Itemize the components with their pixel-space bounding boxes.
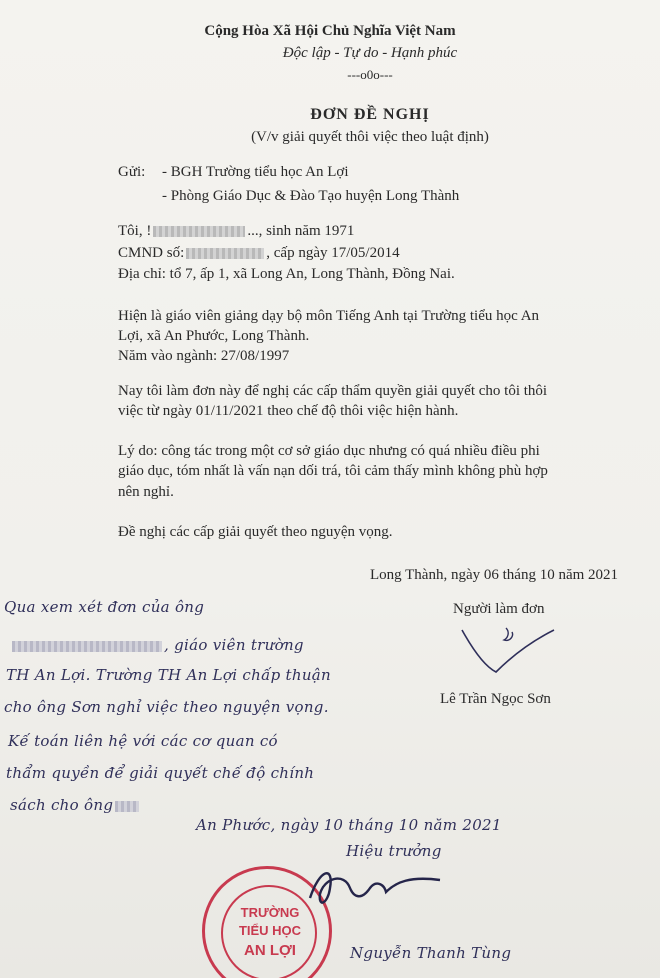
principal-name: Nguyễn Thanh Tùng <box>350 944 512 962</box>
body-p3-line1: Lý do: công tác trong một cơ sở giáo dục nhưng có quá nhiều điều phi <box>118 443 540 459</box>
redacted-id <box>186 248 264 259</box>
body-p4: Đề nghị các cấp giải quyết theo nguyện vọng. <box>118 524 393 540</box>
redacted-name <box>153 226 245 237</box>
name-suffix: ..., sinh năm 1971 <box>247 223 355 239</box>
name-line <box>118 222 354 240</box>
redacted-teacher-name <box>12 641 162 652</box>
id-line <box>118 244 400 262</box>
hand-line-3: TH An Lợi. Trường TH An Lợi chấp thuận <box>6 666 331 684</box>
hand-line-5: Kế toán liên hệ với các cơ quan có <box>8 732 278 750</box>
id-suffix: , cấp ngày 17/05/2014 <box>266 245 400 261</box>
hand-line-7-text: sách cho ông <box>10 796 114 814</box>
body-p1-line2: Lợi, xã An Phước, Long Thành. <box>118 328 310 344</box>
applicant-name: Lê Trần Ngọc Sơn <box>440 691 551 707</box>
body-p1-line1: Hiện là giáo viên giảng dạy bộ môn Tiếng Anh tại Trường tiểu học An <box>118 308 540 324</box>
recipient-1: - BGH Trường tiểu học An Lợi <box>162 164 349 180</box>
name-prefix: Tôi, ! <box>118 223 152 239</box>
address-line: Địa chỉ: tổ 7, ấp 1, xã Long An, Long Thành, Đồng Nai. <box>118 266 455 282</box>
principal-signature <box>300 858 450 918</box>
hand-line-1: Qua xem xét đơn của ông <box>4 598 205 616</box>
hand-date: An Phước, ngày 10 tháng 10 năm 2021 <box>196 816 502 834</box>
hand-line-2-text: , giáo viên trường <box>164 636 304 654</box>
body-p1-line3: Năm vào ngành: 27/08/1997 <box>118 348 290 364</box>
applicant-role: Người làm đơn <box>453 601 545 617</box>
document-title: ĐƠN ĐỀ NGHỊ <box>310 106 430 123</box>
redacted-short-name <box>115 801 139 812</box>
hand-line-4: cho ông Sơn nghỉ việc theo nguyện vọng. <box>4 698 329 716</box>
applicant-signature <box>450 622 560 678</box>
stamp-line-2: TIỂU HỌC <box>238 923 302 938</box>
id-prefix: CMND số: <box>118 245 185 261</box>
recipient-label: Gửi: <box>118 164 146 180</box>
hand-title: Hiệu trưởng <box>346 842 442 860</box>
nation-heading: Cộng Hòa Xã Hội Chủ Nghĩa Việt Nam <box>204 23 456 39</box>
body-p3-line3: nên nghỉ. <box>118 484 174 500</box>
body-p3-line2: giáo dục, tóm nhất là vấn nạn dối trá, tôi cảm thấy mình không phù hợp <box>118 463 548 479</box>
body-p2-line1: Nay tôi làm đơn này để nghị các cấp thẩm quyền giải quyết cho tôi thôi <box>118 383 548 399</box>
hand-line-7 <box>10 796 141 814</box>
recipient-2: - Phòng Giáo Dục & Đào Tạo huyện Long Thành <box>162 188 460 204</box>
motto: Độc lập - Tự do - Hạnh phúc <box>282 45 458 61</box>
header-separator: ---o0o--- <box>347 67 393 82</box>
hand-line-6: thẩm quyền để giải quyết chế độ chính <box>6 764 315 782</box>
date-line: Long Thành, ngày 06 tháng 10 năm 2021 <box>370 567 619 583</box>
stamp-line-3: AN LỢI <box>244 942 296 959</box>
hand-line-2 <box>10 636 304 654</box>
stamp-line-1: TRƯỜNG <box>240 905 300 920</box>
document-subtitle: (V/v giải quyết thôi việc theo luật định) <box>251 129 489 145</box>
body-p2-line2: việc từ ngày 01/11/2021 theo chế độ thôi việc hiện hành. <box>118 403 459 419</box>
